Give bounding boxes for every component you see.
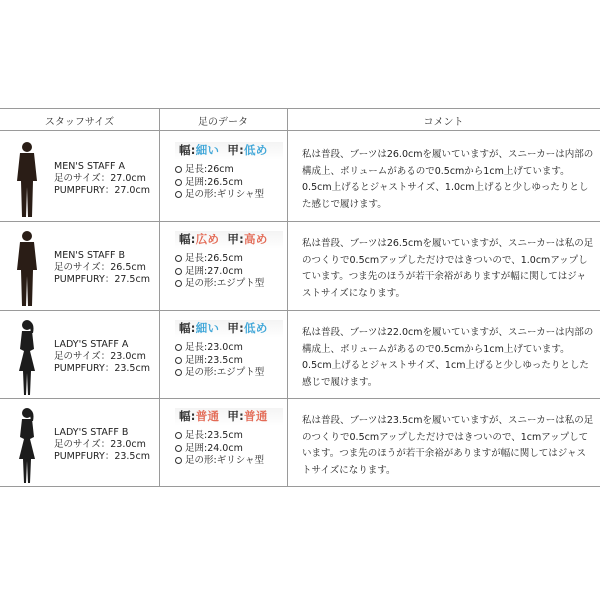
staff-name: LADY'S STAFF B	[54, 427, 129, 438]
bullet-circle-icon	[175, 457, 182, 464]
staff-info	[54, 339, 150, 375]
width-value: 細い	[195, 321, 220, 335]
foot-length: 足長:23.5cm	[185, 430, 243, 441]
bullet-circle-icon	[175, 280, 182, 287]
man-silhouette-icon	[12, 230, 42, 306]
width-value: 広め	[195, 232, 220, 246]
width-label: 幅:	[179, 143, 196, 157]
instep-value: 普通	[244, 409, 268, 423]
width-instep-line	[175, 408, 283, 426]
table-row	[0, 133, 600, 221]
foot-data	[175, 231, 283, 291]
bullet-circle-icon	[175, 268, 182, 275]
instep-label: 甲:	[227, 409, 245, 423]
staff-foot-size: 足のサイズ：23.0cm	[54, 439, 146, 450]
instep-label: 甲:	[227, 321, 245, 335]
foot-measurements	[175, 164, 283, 202]
staff-info	[54, 161, 150, 197]
staff-pumpfury-size: PUMPFURY：27.5cm	[54, 274, 150, 285]
staff-pumpfury-size: PUMPFURY：23.5cm	[54, 451, 150, 462]
width-label: 幅:	[179, 409, 196, 423]
bullet-circle-icon	[175, 432, 182, 439]
header-foot-data: 足のデータ	[198, 117, 248, 128]
foot-shape: 足の形:エジプト型	[185, 278, 265, 289]
bullet-circle-icon	[175, 179, 182, 186]
bullet-circle-icon	[175, 357, 182, 364]
bullet-circle-icon	[175, 344, 182, 351]
staff-info	[54, 250, 150, 286]
width-instep-line	[175, 142, 283, 160]
width-instep-line	[175, 231, 283, 249]
width-value: 細い	[195, 143, 220, 157]
foot-shape: 足の形:ギリシャ型	[185, 189, 265, 200]
foot-data	[175, 408, 283, 468]
instep-value: 低め	[244, 321, 268, 335]
foot-length: 足長:26cm	[185, 164, 234, 175]
foot-length: 足長:23.0cm	[185, 342, 243, 353]
table-top-border	[0, 108, 600, 109]
staff-foot-size: 足のサイズ：23.0cm	[54, 351, 146, 362]
woman-silhouette-icon	[12, 319, 42, 395]
staff-foot-size: 足のサイズ：27.0cm	[54, 173, 146, 184]
instep-label: 甲:	[227, 232, 245, 246]
foot-girth: 足囲:27.0cm	[185, 265, 243, 277]
staff-pumpfury-size: PUMPFURY：23.5cm	[54, 363, 150, 374]
staff-info	[54, 427, 150, 463]
man-silhouette-icon	[12, 141, 42, 217]
header-bottom-border	[0, 130, 600, 131]
woman-silhouette-icon	[12, 407, 42, 483]
table-row	[0, 311, 600, 399]
header-comment: コメント	[423, 117, 464, 128]
foot-measurements	[175, 430, 283, 468]
width-label: 幅:	[179, 321, 196, 335]
foot-measurements	[175, 253, 283, 291]
bullet-circle-icon	[175, 445, 182, 452]
staff-comment: 私は普段、ブーツは26.0cmを履いていますが、スニーカーは内部の構成上、ボリュームがあるので0.5cmから1cm上げています。0.5cm上げるとジャストサイズ、1.0cm上げると少しゆったりとした感じで履けます。	[302, 149, 594, 210]
foot-girth: 足囲:26.5cm	[185, 176, 243, 188]
instep-label: 甲:	[227, 143, 245, 157]
bullet-circle-icon	[175, 369, 182, 376]
foot-measurements	[175, 342, 283, 380]
staff-comment: 私は普段、ブーツは23.5cmを履いていますが、スニーカーは私の足のつくりで0.5cmアップしただけではきついので、1cmアップしています。つま先のほうが若干余裕がありますが幅に関してはジャストサイズになります。	[302, 415, 594, 476]
table-row	[0, 399, 600, 487]
width-value: 普通	[195, 409, 220, 423]
width-instep-line	[175, 320, 283, 338]
foot-shape: 足の形:エジプト型	[185, 367, 265, 378]
staff-name: LADY'S STAFF A	[54, 339, 129, 350]
foot-girth: 足囲:23.5cm	[185, 354, 243, 366]
staff-name: MEN'S STAFF B	[54, 250, 126, 261]
width-label: 幅:	[179, 232, 196, 246]
table-row	[0, 222, 600, 310]
foot-data	[175, 142, 283, 202]
bullet-circle-icon	[175, 166, 182, 173]
staff-comment: 私は普段、ブーツは26.5cmを履いていますが、スニーカーは私の足のつくりで0.5cmアップしただけではきついので、1.0cmアップしています。つま先のほうが若干余裕がありますが幅に関してはジャストサイズになります。	[302, 238, 594, 299]
bullet-circle-icon	[175, 191, 182, 198]
staff-foot-size: 足のサイズ：26.5cm	[54, 262, 146, 273]
bullet-circle-icon	[175, 255, 182, 262]
foot-girth: 足囲:24.0cm	[185, 442, 243, 454]
staff-pumpfury-size: PUMPFURY：27.0cm	[54, 185, 150, 196]
instep-value: 高め	[244, 232, 268, 246]
foot-data	[175, 320, 283, 380]
staff-comment: 私は普段、ブーツは22.0cmを履いていますが、スニーカーは内部の構成上、ボリュームがあるので0.5cmから1cm上げています。0.5cm上げるとジャストサイズ、1cm上げると少しゆったりとした感じで履けます。	[302, 327, 594, 388]
foot-shape: 足の形:ギリシャ型	[185, 455, 265, 466]
header-staff-size: スタッフサイズ	[44, 117, 115, 128]
staff-name: MEN'S STAFF A	[54, 161, 126, 172]
foot-length: 足長:26.5cm	[185, 253, 243, 264]
instep-value: 低め	[244, 143, 268, 157]
